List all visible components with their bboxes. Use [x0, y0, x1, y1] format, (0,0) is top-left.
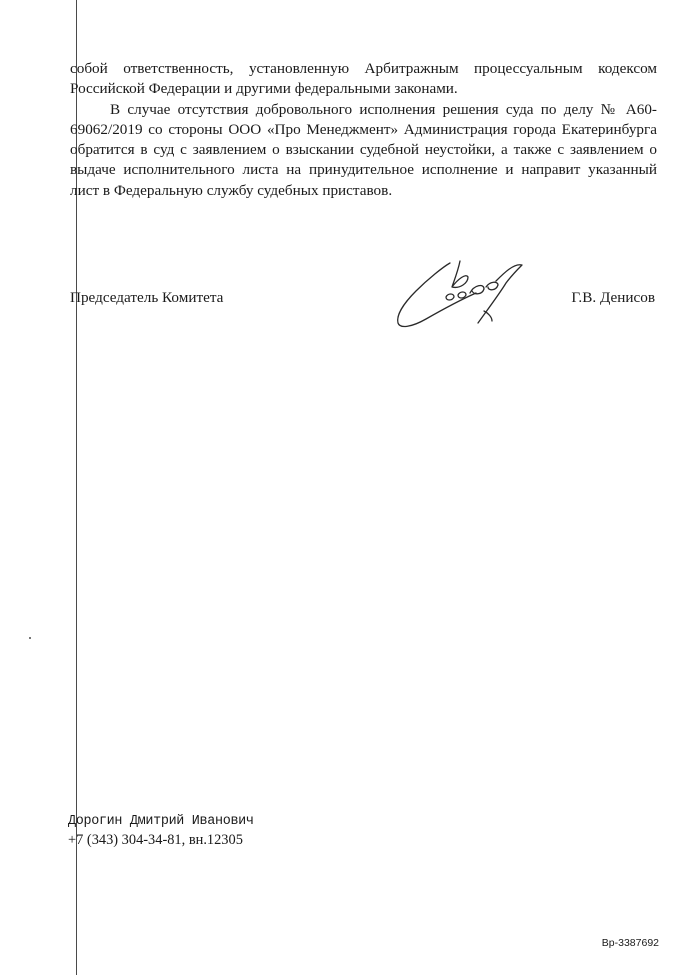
- scan-artifact-dot: [29, 637, 31, 639]
- executor-contact-block: [68, 812, 254, 850]
- signer-position-title: Председатель Комитета: [70, 289, 224, 306]
- signer-name: Г.В. Денисов: [571, 289, 655, 306]
- paragraph-court-action: В случае отсутствия добровольного исполнения решения суда по делу № А60-69062/2019 со стороны ООО «Про Менеджмент» Администрация города Екатеринбурга обратится в суд с заявлением о взыскании судебной неустойки, а также с заявлением о выдаче исполнительного листа на принудительное исполнение и направит указанный лист в Федеральную службу судебных приставов.: [70, 100, 657, 199]
- executor-name: Дорогин Дмитрий Иванович: [68, 814, 254, 829]
- paragraph-responsibility: собой ответственность, установленную Арбитражным процессуальным кодексом Российской Федерации и другими федеральными законами.: [70, 60, 657, 98]
- document-registration-number: Вр-3387692: [601, 937, 659, 949]
- executor-phone: +7 (343) 304-34-81, вн.12305: [68, 832, 243, 848]
- letter-body: [70, 59, 657, 201]
- handwritten-signature-icon: [388, 253, 528, 335]
